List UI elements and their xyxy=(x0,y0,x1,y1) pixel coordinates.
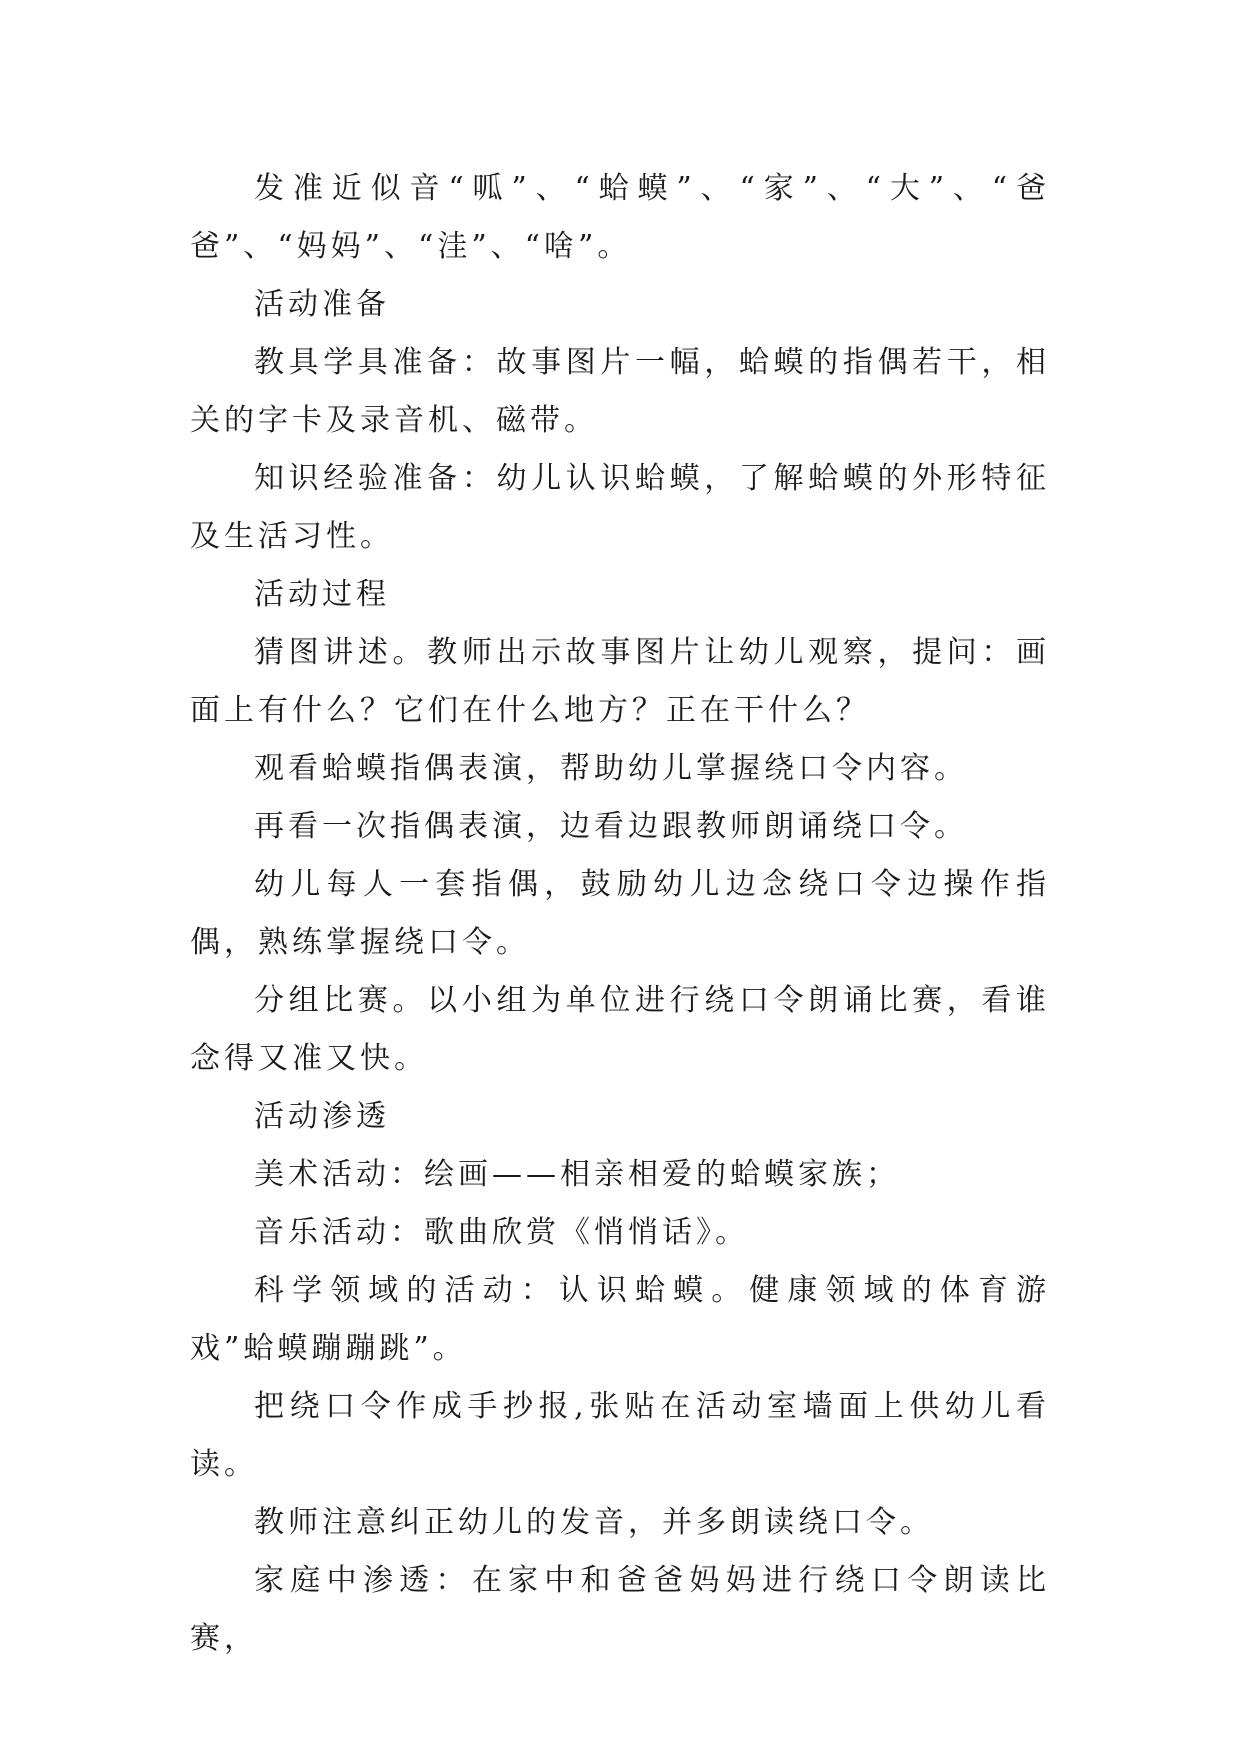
heading-activity-process: 活动过程 xyxy=(254,577,390,612)
paragraph-teaching-materials: 教具学具准备：故事图片一幅，蛤蟆的指偶若干，相关的字卡及录音机、磁带。 xyxy=(190,345,1050,438)
heading-activity-extension: 活动渗透 xyxy=(254,1099,390,1134)
paragraph-science-activity: 科学领域的活动：认识蛤蟆。健康领域的体育游戏”蛤蟆蹦蹦跳”。 xyxy=(190,1273,1050,1366)
paragraph-correct-pronunciation: 教师注意纠正幼儿的发音，并多朗读绕口令。 xyxy=(254,1505,934,1540)
paragraph-handwritten-poster: 把绕口令作成手抄报,张贴在活动室墙面上供幼儿看读。 xyxy=(190,1389,1050,1482)
paragraph-knowledge-preparation: 知识经验准备：幼儿认识蛤蟆，了解蛤蟆的外形特征及生活习性。 xyxy=(190,461,1050,554)
paragraph-finger-puppets: 幼儿每人一套指偶，鼓励幼儿边念绕口令边操作指偶，熟练掌握绕口令。 xyxy=(190,867,1050,960)
document-body xyxy=(190,160,1050,1668)
paragraph-group-competition: 分组比赛。以小组为单位进行绕口令朗诵比赛，看谁念得又准又快。 xyxy=(190,983,1050,1076)
paragraph-music-activity: 音乐活动：歌曲欣赏《悄悄话》。 xyxy=(254,1215,749,1250)
paragraph-watch-puppet-show: 观看蛤蟆指偶表演，帮助幼儿掌握绕口令内容。 xyxy=(254,751,968,786)
heading-activity-preparation: 活动准备 xyxy=(254,287,390,322)
paragraph-art-activity: 美术活动：绘画——相亲相爱的蛤蟆家族； xyxy=(254,1157,900,1192)
paragraph-guess-picture: 猜图讲述。教师出示故事图片让幼儿观察，提问：画面上有什么？它们在什么地方？正在干什么？ xyxy=(190,635,1050,728)
paragraph-pronunciation: 发准近似音“呱”、“蛤蟆”、“家”、“大”、“爸爸”、“妈妈”、“洼”、“啥”。 xyxy=(190,171,1050,264)
paragraph-watch-again: 再看一次指偶表演，边看边跟教师朗诵绕口令。 xyxy=(254,809,968,844)
paragraph-family-extension: 家庭中渗透：在家中和爸爸妈妈进行绕口令朗读比赛， xyxy=(190,1563,1050,1656)
